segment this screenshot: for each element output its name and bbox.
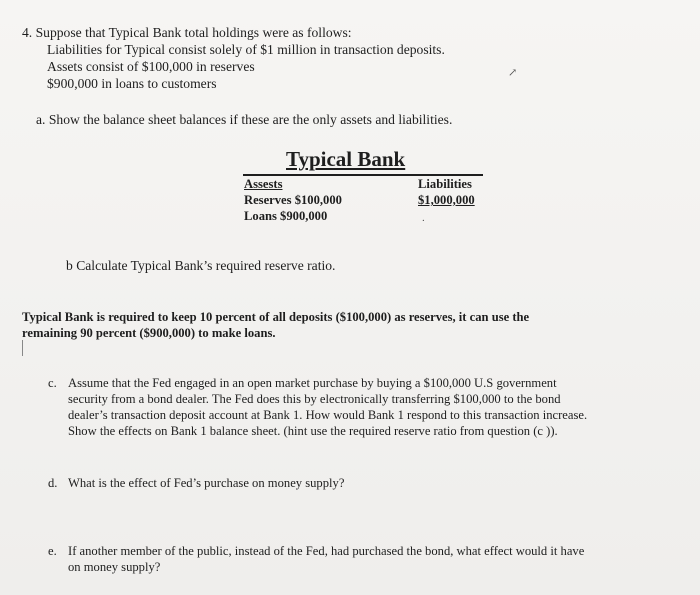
answer-b-line-1: Typical Bank is required to keep 10 percent of all deposits ($100,000) as reserves, it can use the [22, 310, 530, 324]
assets-header: Assests [244, 177, 283, 191]
question-b: b Calculate Typical Bank’s required reserve ratio. [66, 258, 336, 273]
question-4-reserves: Assets consist of $100,000 in reserves [47, 59, 255, 74]
text-cursor [22, 340, 23, 356]
question-e-label: e. [48, 544, 57, 558]
question-d: What is the effect of Fed’s purchase on money supply? [68, 476, 345, 490]
question-4-loans: $900,000 in loans to customers [47, 76, 217, 91]
question-4-liabilities: Liabilities for Typical consist solely of $1 million in transaction deposits. [47, 42, 445, 57]
pen-mark: ↗ [508, 67, 518, 79]
dot-mark: . [422, 212, 425, 224]
question-d-label: d. [48, 476, 58, 490]
question-c-label: c. [48, 376, 57, 390]
question-e-line-1: If another member of the public, instead of the Fed, had purchased the bond, what effect would it have [68, 544, 585, 558]
loans-entry: Loans $900,000 [244, 209, 328, 223]
question-4-intro: 4. Suppose that Typical Bank total holdings were as follows: [22, 25, 352, 40]
liabilities-header: Liabilities [418, 177, 472, 191]
question-c-line-1: Assume that the Fed engaged in an open market purchase by buying a $100,000 U.S government [68, 376, 557, 390]
reserves-entry: Reserves $100,000 [244, 193, 342, 207]
question-c-line-2: security from a bond dealer. The Fed does this by electronically transferring $100,000 to the bond [68, 392, 561, 406]
answer-b-line-2: remaining 90 percent ($900,000) to make loans. [22, 326, 276, 340]
question-e-line-2: on money supply? [68, 560, 161, 574]
balance-sheet-title: Typical Bank [286, 147, 406, 171]
question-a: a. Show the balance sheet balances if these are the only assets and liabilities. [36, 112, 453, 127]
question-c-line-3: dealer’s transaction deposit account at Bank 1. How would Bank 1 respond to this transaction increase. [68, 408, 588, 422]
question-c-line-4: Show the effects on Bank 1 balance sheet. (hint use the required reserve ratio from question (c )). [68, 424, 558, 438]
liabilities-value: $1,000,000 [418, 193, 475, 207]
